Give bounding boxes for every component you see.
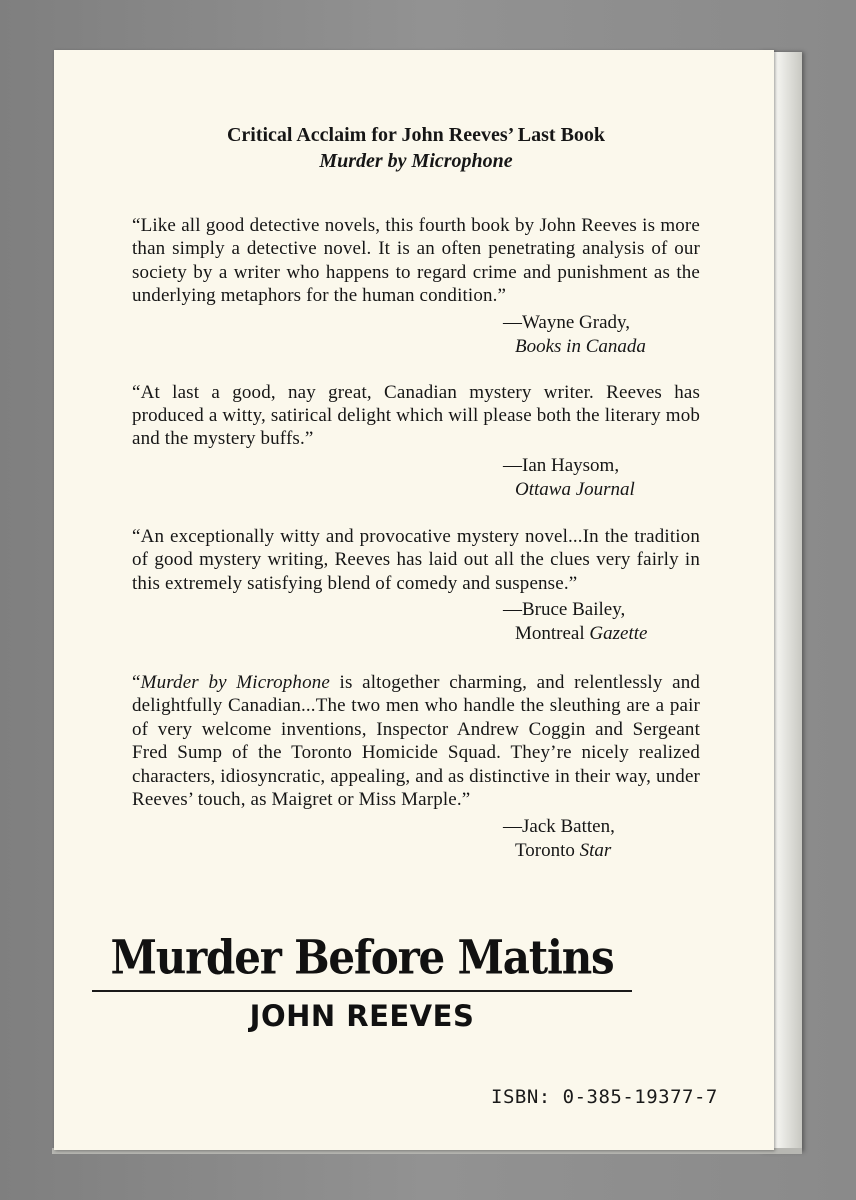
heading-title: Critical Acclaim for John Reeves’ Last Book <box>226 124 606 146</box>
review-attribution-2 <box>503 454 700 502</box>
title-rule <box>92 990 632 992</box>
review-quote-1: “Like all good detective novels, this fourth book by John Reeves is more than simply a detective novel. It is an often penetrating analysis of our society by a writer who happens to regard crime and punishment as the underlying metaphors for the human condition.” <box>132 215 700 307</box>
review-source-1: Books in Canada <box>515 335 646 357</box>
review-source-4: Toronto Star <box>515 839 612 861</box>
review-attribution-4 <box>503 815 700 863</box>
heading-book-title: Murder by Microphone <box>319 150 513 172</box>
review-author-1: —Wayne Grady, <box>503 311 631 333</box>
book-title-block <box>92 929 632 1036</box>
reviews-section <box>132 122 700 863</box>
review-source-2: Ottawa Journal <box>515 478 635 500</box>
review-attribution-1 <box>503 311 700 359</box>
review-author-4: —Jack Batten, <box>503 815 615 837</box>
review-source-3: Montreal Gazette <box>515 623 648 645</box>
review-author-3: —Bruce Bailey, <box>503 599 626 621</box>
review-quote-2: “At last a good, nay great, Canadian mystery writer. Reeves has produced a witty, satirical delight which will please both the literary mob and the mystery buffs.” <box>132 381 700 450</box>
acclaim-heading <box>132 122 700 174</box>
review-quote-4: “Murder by Microphone is altogether charming, and relentlessly and delightfully Canadian...The two men who handle the sleuthing are a pair of very welcome inventions, Inspector Andrew Coggin and Sergeant Fred Sump of the Toronto Homicide Squad. They’re nicely realized characters, idiosyncratic, appealing, and as distinctive in their way, under Reeves’ touch, as Maigret or Miss Marple.” <box>132 672 700 811</box>
book-title: Murder Before Matins <box>110 929 614 985</box>
review-author-2: —Ian Haysom, <box>503 454 620 476</box>
isbn-number: ISBN: 0-385-19377-7 <box>491 1086 718 1108</box>
book-author: JOHN REEVES <box>249 999 475 1033</box>
review-quote-3: “An exceptionally witty and provocative mystery novel...In the tradition of good mystery writing, Reeves has laid out all the clues very fairly in this extremely satisfying blend of comedy and suspense.” <box>132 525 700 594</box>
review-attribution-3 <box>503 598 700 646</box>
